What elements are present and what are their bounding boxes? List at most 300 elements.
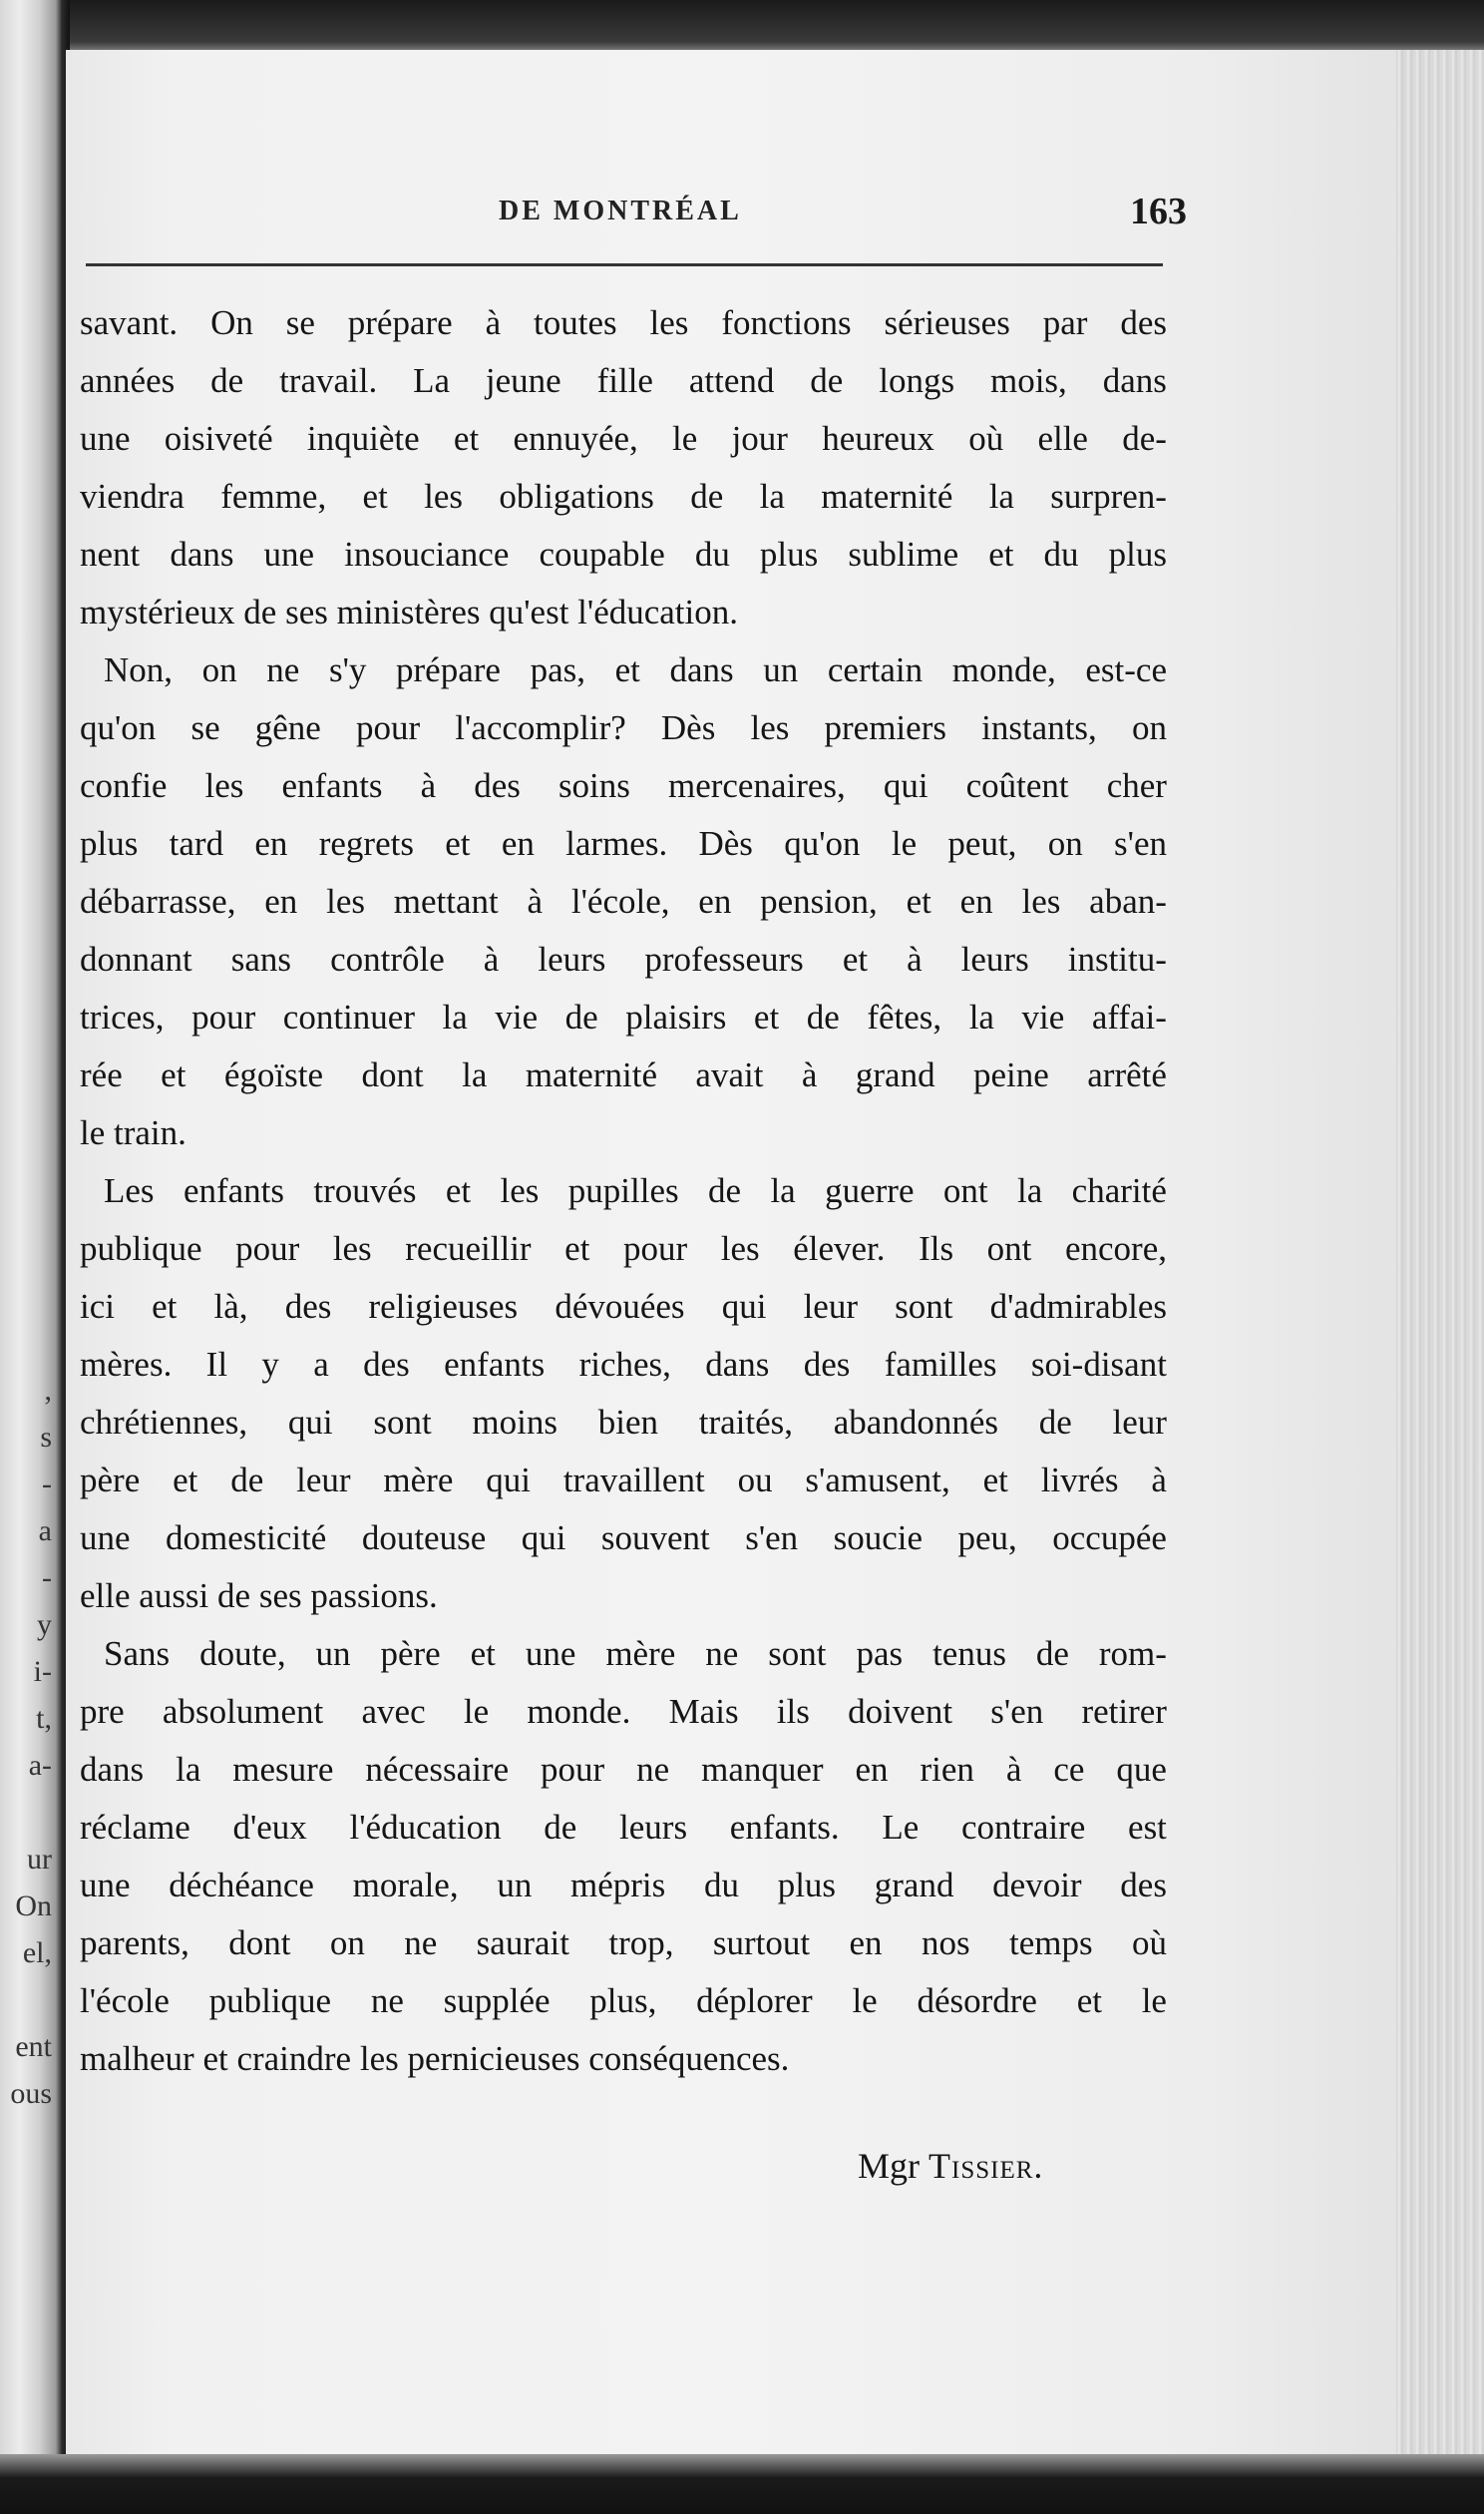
word: qu'on [80, 708, 157, 747]
word: mois, [989, 361, 1067, 400]
word: les [720, 1229, 760, 1268]
margin-fragment: t, [36, 1702, 52, 1735]
word: riches, [578, 1345, 671, 1384]
text-line [80, 1509, 1167, 1567]
word: à [420, 766, 437, 805]
word: les [424, 477, 464, 516]
word: Les [104, 1171, 155, 1210]
word: gêne [254, 708, 321, 747]
word: religieuses [368, 1287, 519, 1326]
word: qui [486, 1461, 531, 1499]
word: contrôle [330, 940, 445, 979]
word: ont [942, 1171, 988, 1210]
word: surpren- [1050, 477, 1167, 516]
word: à [527, 882, 544, 921]
word: morale, [352, 1866, 459, 1904]
word: livrés [1040, 1461, 1119, 1499]
word: les [649, 303, 689, 342]
word: leurs [960, 940, 1029, 979]
text-line [80, 1220, 1167, 1278]
word: ont [986, 1229, 1032, 1268]
word: et [362, 477, 388, 516]
margin-fragment: a- [28, 1749, 52, 1782]
word: et [202, 2039, 237, 2078]
word: mépris [570, 1866, 666, 1904]
word: rien [920, 1750, 974, 1789]
margin-fragment [2, 1789, 52, 1836]
word: et [152, 1287, 178, 1326]
word: en [254, 824, 288, 863]
text-line [80, 1162, 1167, 1220]
word: pas [856, 1634, 904, 1673]
word: mercenaires, [667, 766, 846, 805]
word: déchéance [169, 1866, 314, 1904]
word: qui [287, 1403, 333, 1442]
word: y [261, 1345, 279, 1384]
word: à [1151, 1461, 1167, 1499]
word: recueillir [405, 1229, 532, 1268]
word: malheur [80, 2039, 203, 2078]
word: conséquences. [588, 2039, 790, 2078]
word: a [313, 1345, 329, 1384]
word: des [1120, 1866, 1167, 1904]
word: cher [1106, 766, 1167, 805]
word: plus [80, 824, 139, 863]
text-line [80, 410, 1167, 468]
word: la [1017, 1171, 1043, 1210]
word: de [810, 361, 844, 400]
word: et [1076, 1981, 1102, 2020]
margin-fragment: a [38, 1514, 52, 1547]
word: mettant [393, 882, 499, 921]
word: de [243, 593, 286, 631]
word: et [614, 650, 640, 689]
word: qui [521, 1518, 566, 1557]
word: la [968, 998, 994, 1037]
word: les [750, 708, 790, 747]
word: réclame [80, 1808, 190, 1847]
word: de [1035, 1634, 1069, 1673]
word: les [500, 1171, 540, 1210]
word: enfants [444, 1345, 546, 1384]
word: pre [80, 1692, 125, 1731]
word: de [806, 998, 840, 1037]
word: et [753, 998, 780, 1037]
word: craindre [236, 2039, 360, 2078]
word: fonctions [721, 303, 852, 342]
margin-fragment: ur [27, 1843, 52, 1876]
word: à [485, 303, 502, 342]
word: ici [80, 1287, 115, 1326]
word: l'éducation. [577, 593, 739, 631]
word: rée [80, 1055, 123, 1094]
word: des [363, 1345, 410, 1384]
word: de [708, 1171, 742, 1210]
word: pour [355, 708, 421, 747]
text-line [80, 584, 1167, 641]
word: mère [605, 1634, 676, 1673]
word: longs [879, 361, 955, 400]
word: se [285, 303, 315, 342]
word: soucie [833, 1518, 924, 1557]
word: obligations [499, 477, 654, 516]
word: et [470, 1634, 496, 1673]
word: jeune [485, 361, 561, 400]
word: l'école [80, 1981, 170, 2020]
word: charité [1071, 1171, 1167, 1210]
word: avait [695, 1055, 764, 1094]
word: larmes. [565, 824, 668, 863]
word: que [1116, 1750, 1167, 1789]
word: inquiète [306, 419, 420, 458]
word: et [906, 882, 931, 921]
word: doute, [199, 1634, 286, 1673]
word: de- [1122, 419, 1167, 458]
word: en [698, 882, 732, 921]
word: confie [80, 766, 168, 805]
word: d'eux [232, 1808, 307, 1847]
word: heureux [822, 419, 934, 458]
word: chrétiennes, [80, 1403, 248, 1442]
word: pernicieuses [407, 2039, 589, 2078]
page-number: 163 [1130, 191, 1187, 232]
word: et [842, 940, 869, 979]
word: s'en [990, 1692, 1044, 1731]
body-text [80, 294, 1167, 2088]
book-gutter [0, 0, 70, 2514]
word: Ils [919, 1229, 954, 1268]
word: en [959, 882, 993, 921]
word: et [173, 1461, 198, 1499]
word: maternité [821, 477, 953, 516]
word: trices, [80, 998, 165, 1037]
word: ses [285, 593, 337, 631]
word: ennuyée, [513, 419, 638, 458]
word: en [855, 1750, 889, 1789]
word: vie [495, 998, 539, 1037]
word: insouciance [344, 535, 510, 574]
word: la [442, 998, 468, 1037]
text-line [80, 989, 1167, 1047]
text-line [80, 526, 1167, 584]
word: enfants [183, 1171, 285, 1210]
word: à [1005, 1750, 1022, 1789]
word: soi-disant [1030, 1345, 1167, 1384]
word: de [230, 1461, 264, 1499]
text-line [80, 1336, 1167, 1394]
word: pour [623, 1229, 688, 1268]
page-stack-edge [1396, 50, 1484, 2514]
word: grand [874, 1866, 954, 1904]
word: savant. [80, 303, 179, 342]
word: nent [80, 535, 141, 574]
word: travaillent [562, 1461, 705, 1499]
word: surtout [712, 1923, 811, 1962]
word: oisiveté [164, 419, 273, 458]
margin-fragment: el, [22, 1936, 52, 1969]
word: dans [170, 535, 234, 574]
running-title: DE MONTRÉAL [499, 196, 742, 226]
word: un [315, 1634, 351, 1673]
word: trop, [608, 1923, 674, 1962]
word: ce [1053, 1750, 1085, 1789]
word: les [1021, 882, 1061, 921]
word: coûtent [965, 766, 1069, 805]
word: père [80, 1461, 141, 1499]
word: la [770, 1171, 796, 1210]
word: douteuse [361, 1518, 487, 1557]
word: désordre [917, 1981, 1037, 2020]
signature-name: Tissier. [928, 2146, 1044, 2186]
text-line [80, 1047, 1167, 1104]
word: vie [1021, 998, 1065, 1037]
word: de [690, 477, 724, 516]
word: d'admirables [989, 1287, 1167, 1326]
word: un [763, 650, 799, 689]
word: devoir [992, 1866, 1082, 1904]
word: pour [541, 1750, 605, 1789]
word: aussi [139, 1576, 218, 1615]
word: en [849, 1923, 883, 1962]
word: du [703, 1866, 739, 1904]
text-line [80, 699, 1167, 757]
word: mystérieux [80, 593, 244, 631]
margin-fragment: ous [10, 2077, 52, 2110]
word: des [1120, 303, 1167, 342]
word: travail. [279, 361, 378, 400]
word: leurs [538, 940, 606, 979]
signature-prefix: Mgr [858, 2146, 920, 2186]
word: à [801, 1055, 818, 1094]
margin-fragment: , [44, 1374, 52, 1407]
word: pension, [760, 882, 878, 921]
word: l'éducation [349, 1808, 502, 1847]
word: ne [705, 1634, 739, 1673]
word: et [445, 1171, 472, 1210]
word: les [359, 2039, 408, 2078]
word: les [204, 766, 244, 805]
word: les [326, 882, 365, 921]
text-line [80, 1567, 1167, 1625]
word: leur [296, 1461, 351, 1499]
word: peine [973, 1055, 1049, 1094]
word: certain [827, 650, 924, 689]
word: et [161, 1055, 186, 1094]
word: contraire [960, 1808, 1086, 1847]
word: égoïste [223, 1055, 324, 1094]
word: pour [235, 1229, 300, 1268]
word: en [501, 824, 535, 863]
word: dans [1102, 361, 1167, 400]
word: leur [1112, 1403, 1167, 1442]
word: sont [895, 1287, 953, 1326]
text-line [80, 1741, 1167, 1799]
word: enfants [281, 766, 383, 805]
word: bien [597, 1403, 658, 1442]
word: toutes [534, 303, 617, 342]
word: la [176, 1750, 201, 1789]
word: nos [921, 1923, 970, 1962]
word: leur [803, 1287, 858, 1326]
word: le [672, 419, 698, 458]
word: sont [768, 1634, 827, 1673]
word: parents, [80, 1923, 189, 1962]
word: du [694, 535, 730, 574]
word: femme, [220, 477, 327, 516]
word: des [803, 1345, 851, 1384]
word: tard [169, 824, 224, 863]
word: dans [705, 1345, 770, 1384]
text-line [80, 294, 1167, 352]
text-line [80, 757, 1167, 815]
word: débarrasse, [80, 882, 236, 921]
word: retirer [1081, 1692, 1167, 1731]
text-line [80, 931, 1167, 989]
text-line [80, 1278, 1167, 1336]
word: et [564, 1229, 590, 1268]
word: occupée [1052, 1518, 1167, 1557]
word: dont [228, 1923, 291, 1962]
word: ne [266, 650, 300, 689]
word: elle [80, 1576, 140, 1615]
word: de [210, 361, 244, 400]
word: arrêté [1087, 1055, 1167, 1094]
running-head [80, 190, 1187, 245]
word: dévouées [555, 1287, 685, 1326]
text-line [80, 873, 1167, 931]
word: et [988, 535, 1014, 574]
word: passions. [310, 1576, 438, 1615]
word: mère [383, 1461, 454, 1499]
word: qu'on [784, 824, 861, 863]
word: donnant [80, 940, 192, 979]
word: dans [80, 1750, 145, 1789]
word: de [217, 1576, 259, 1615]
margin-fragment: - [42, 1561, 52, 1594]
text-line [80, 641, 1167, 699]
word: les [332, 1229, 372, 1268]
word: le [852, 1981, 878, 2020]
header-rule [86, 263, 1163, 266]
word: Non, [104, 650, 174, 689]
word: se [190, 708, 220, 747]
facing-page-fragments [2, 1367, 52, 2117]
word: encore, [1064, 1229, 1167, 1268]
word: train. [114, 1113, 186, 1152]
word: dont [361, 1055, 424, 1094]
word: publique [208, 1981, 332, 2020]
margin-fragment: On [15, 1889, 52, 1922]
text-line [80, 815, 1167, 873]
word: prépare [396, 650, 501, 689]
word: en [264, 882, 298, 921]
word: s'en [1114, 824, 1167, 863]
word: le [1141, 1981, 1167, 2020]
word: grand [855, 1055, 935, 1094]
word: ministères [336, 593, 490, 631]
word: manquer [701, 1750, 824, 1789]
text-line [80, 1683, 1167, 1741]
word: ses [258, 1576, 311, 1615]
word: absolument [162, 1692, 324, 1731]
word: enfants. [729, 1808, 840, 1847]
word: sont [373, 1403, 432, 1442]
text-line [80, 352, 1167, 410]
word: Le [882, 1808, 920, 1847]
word: rom- [1098, 1634, 1167, 1673]
text-line [80, 2030, 1167, 2088]
word: on [329, 1923, 365, 1962]
word: élever. [793, 1229, 886, 1268]
margin-fragment: i- [33, 1655, 52, 1688]
word: de [544, 1808, 577, 1847]
text-line [80, 1625, 1167, 1683]
word: l'accomplir? [455, 708, 626, 747]
word: peu, [957, 1518, 1017, 1557]
word: la [462, 1055, 488, 1094]
word: où [968, 419, 1004, 458]
word: à [907, 940, 923, 979]
word: doivent [848, 1692, 953, 1731]
word: et [453, 419, 480, 458]
word: père [380, 1634, 441, 1673]
word: soins [557, 766, 630, 805]
word: on [201, 650, 237, 689]
word: maternité [525, 1055, 657, 1094]
word: des [474, 766, 521, 805]
text-line [80, 1857, 1167, 1914]
text-line [80, 1799, 1167, 1857]
word: traités, [698, 1403, 794, 1442]
margin-fragment: - [42, 1467, 52, 1500]
text-line [80, 1452, 1167, 1509]
text-line [80, 1972, 1167, 2030]
margin-fragment: ent [15, 2030, 52, 2063]
word: ne [636, 1750, 670, 1789]
word: s'amusent, [805, 1461, 950, 1499]
word: de [564, 998, 598, 1037]
word: mères. [80, 1345, 173, 1384]
word: la [759, 477, 785, 516]
word: sans [230, 940, 292, 979]
word: pour [191, 998, 256, 1037]
word: est [1128, 1808, 1167, 1847]
word: monde. [527, 1692, 631, 1731]
text-line [80, 1914, 1167, 1972]
word: années [80, 361, 176, 400]
word: viendra [80, 477, 185, 516]
word: On [210, 303, 253, 342]
word: guerre [825, 1171, 915, 1210]
word: par [1042, 303, 1088, 342]
word: la [988, 477, 1014, 516]
word: trouvés [313, 1171, 417, 1210]
text-line [80, 1104, 1167, 1162]
word: qu'est [489, 593, 578, 631]
word: publique [80, 1229, 202, 1268]
word: affai- [1091, 998, 1167, 1037]
word: et [445, 824, 471, 863]
word: regrets [318, 824, 414, 863]
word: dans [669, 650, 734, 689]
word: supplée [443, 1981, 551, 2020]
word: plus [1108, 535, 1167, 574]
word: de [1038, 1403, 1072, 1442]
word: nécessaire [365, 1750, 510, 1789]
word: leurs [619, 1808, 688, 1847]
margin-fragment: s [40, 1421, 52, 1454]
word: Dès [660, 708, 716, 747]
